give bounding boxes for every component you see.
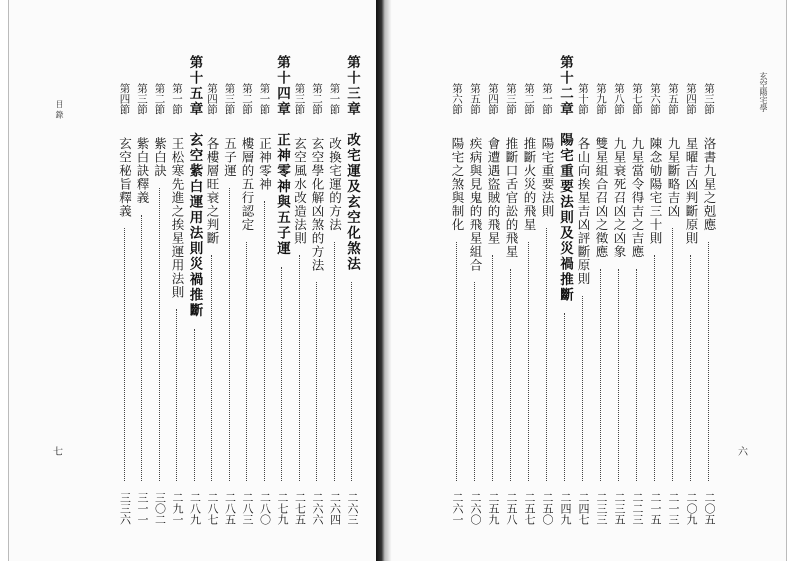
section-label: 第五節 (667, 83, 679, 115)
section-label: 第十節 (577, 83, 589, 115)
page-ref: 二一三 (667, 492, 680, 525)
section-title: 雙星組合召凶之徵應 (594, 137, 609, 259)
section-title: 星曜吉凶判斷原則 (684, 137, 699, 245)
dot-leader (474, 282, 475, 481)
page-ref: 二三三 (595, 492, 608, 525)
dot-leader (654, 255, 655, 481)
page-ref: 二六四 (328, 492, 342, 525)
section-title: 玄空風水改造法則 (292, 137, 308, 245)
section-entry (205, 55, 219, 525)
section-title: 王松寒先進之挨星運用法則 (170, 137, 185, 299)
section-label: 第三節 (703, 83, 715, 115)
dot-leader (708, 242, 709, 482)
dot-leader (316, 282, 317, 481)
section-label: 第四節 (118, 83, 131, 115)
page-ref: 三〇二 (153, 492, 167, 525)
left-page (8, 0, 377, 561)
chapter-title: 第十三章 改宅運及玄空化煞法 (344, 55, 360, 272)
section-label: 第一節 (328, 83, 341, 115)
dot-leader (636, 269, 637, 482)
section-entry (293, 55, 307, 525)
section-entry (328, 55, 342, 525)
page-ref: 三三六 (118, 492, 132, 525)
running-header: 目 錄 (55, 100, 64, 119)
section-entry (702, 55, 716, 525)
section-title: 各山向挨星吉凶評斷原則 (576, 137, 591, 286)
chapter-entry (345, 55, 359, 525)
section-entry (594, 55, 608, 525)
page-ref: 二七五 (293, 492, 307, 525)
dot-leader (582, 296, 583, 482)
dot-leader (141, 215, 142, 482)
section-label: 第二節 (153, 83, 166, 115)
chapter-entry (275, 55, 289, 525)
section-title: 推斷火災的飛星 (522, 137, 537, 232)
dot-leader (672, 228, 673, 481)
section-title: 陽宅之煞與制化 (450, 137, 465, 232)
page-ref: 三一一 (136, 492, 149, 525)
page-ref: 二六三 (346, 492, 359, 525)
section-entry (504, 55, 518, 525)
dot-leader (124, 228, 125, 481)
section-label: 第六節 (451, 83, 463, 115)
section-title: 正神零神 (257, 137, 273, 191)
page-ref: 二八〇 (258, 492, 272, 525)
section-entry (468, 55, 482, 525)
section-label: 第三節 (136, 83, 148, 115)
page-ref: 二〇九 (685, 492, 698, 525)
chapter-title: 第十五章 玄空紫白運用法則災禍推斷 (186, 55, 203, 319)
page-ref: 二五七 (523, 492, 536, 525)
page-number: 七 (53, 447, 63, 458)
section-title: 樓層的五行認定 (240, 137, 255, 232)
section-label: 第五節 (469, 83, 481, 115)
page-ref: 二一五 (649, 492, 662, 525)
section-entry (684, 55, 698, 525)
page-number: 六 (738, 447, 748, 458)
dot-leader (211, 255, 212, 481)
page-ref: 二八九 (188, 492, 202, 525)
section-title: 紫白訣 (152, 137, 168, 178)
page-ref: 二二三 (631, 492, 644, 525)
page-ref: 二四九 (559, 492, 572, 525)
section-label: 第三節 (223, 83, 236, 115)
section-label: 第一節 (258, 83, 271, 115)
section-label: 第二節 (311, 83, 323, 115)
section-label: 第三節 (293, 83, 306, 115)
section-label: 第二節 (241, 83, 253, 115)
dot-leader (194, 329, 195, 482)
section-title: 會遭遇盜賊的飛星 (486, 137, 501, 245)
chapter-entry (558, 55, 572, 525)
section-title: 陽宅重要法則 (540, 137, 555, 218)
section-title: 九星當令得吉之吉應 (630, 137, 645, 259)
right-page (392, 0, 787, 561)
dot-leader (546, 228, 547, 481)
dot-leader (564, 313, 565, 481)
section-entry (612, 55, 626, 525)
page-ref: 二五〇 (541, 492, 554, 525)
section-label: 第一節 (541, 83, 553, 115)
section-label: 第三節 (505, 83, 517, 115)
section-title: 玄空秘旨釋義 (117, 137, 133, 218)
dot-leader (334, 242, 335, 482)
section-title: 九星斷略吉凶 (666, 137, 681, 218)
section-entry (576, 55, 590, 525)
section-entry (135, 55, 149, 525)
section-entry (170, 55, 184, 525)
section-entry (540, 55, 554, 525)
page-ref: 二〇五 (703, 492, 716, 525)
section-entry (450, 55, 464, 525)
chapter-title: 第十四章 正神零神與五子運 (274, 55, 290, 257)
dot-leader (229, 188, 230, 482)
section-label: 第四節 (685, 83, 697, 115)
dot-leader (600, 269, 601, 482)
dot-leader (492, 255, 493, 481)
dot-leader (690, 255, 691, 481)
chapter-entry (188, 55, 202, 525)
section-entry (153, 55, 167, 525)
section-label: 第九節 (595, 83, 607, 115)
section-title: 紫白訣釋義 (135, 137, 150, 205)
section-label: 第八節 (613, 83, 625, 115)
section-entry (648, 55, 662, 525)
dot-leader (510, 269, 511, 482)
dot-leader (281, 267, 282, 482)
section-title: 改換宅運的方法 (327, 137, 343, 232)
page-ref: 二六六 (311, 492, 324, 525)
section-entry (522, 55, 536, 525)
section-label: 第二節 (523, 83, 535, 115)
chapter-title: 第十二章 陽宅重要法則及災禍推斷 (557, 55, 573, 303)
section-entry (310, 55, 324, 525)
section-title: 玄空學化解凶煞的方法 (310, 137, 325, 272)
section-title: 各樓層旺衰之判斷 (205, 137, 220, 245)
page-ref: 二七九 (276, 492, 289, 525)
dot-leader (246, 242, 247, 482)
section-entry (486, 55, 500, 525)
section-title: 九星衰死召凶之凶象 (612, 137, 627, 259)
book-gutter (376, 0, 392, 561)
section-title: 洛書九星之剋應 (702, 137, 717, 232)
section-label: 第六節 (649, 83, 661, 115)
dot-leader (264, 201, 265, 481)
page-ref: 二五九 (487, 492, 500, 525)
page-ref: 二四七 (577, 492, 590, 525)
dot-leader (159, 188, 160, 482)
dot-leader (456, 242, 457, 482)
running-header: 玄空陽宅學 (759, 72, 768, 112)
dot-leader (528, 242, 529, 482)
section-label: 第四節 (487, 83, 499, 115)
page-ref: 二五八 (505, 492, 518, 525)
section-entry (223, 55, 237, 525)
section-label: 第一節 (171, 83, 183, 115)
page-ref: 二六〇 (469, 492, 482, 525)
page-ref: 二八五 (223, 492, 237, 525)
section-entry (240, 55, 254, 525)
section-title: 疾病與見鬼的飛星組合 (468, 137, 483, 272)
dot-leader (351, 282, 352, 481)
dot-leader (176, 309, 177, 481)
section-title: 五子運 (222, 137, 238, 178)
page-ref: 二六一 (451, 492, 464, 525)
section-entry (630, 55, 644, 525)
section-entry (258, 55, 272, 525)
section-title: 陳念劬陽宅三十則 (648, 137, 663, 245)
section-entry (118, 55, 132, 525)
section-entry (666, 55, 680, 525)
section-title: 推斷口舌官訟的飛星 (504, 137, 519, 259)
page-ref: 二三五 (613, 492, 626, 525)
section-label: 第七節 (631, 83, 643, 115)
dot-leader (618, 269, 619, 482)
section-label: 第四節 (206, 83, 218, 115)
page-ref: 二八七 (206, 492, 219, 525)
page-ref: 二九一 (171, 492, 184, 525)
page-ref: 二八三 (241, 492, 254, 525)
dot-leader (299, 255, 300, 481)
